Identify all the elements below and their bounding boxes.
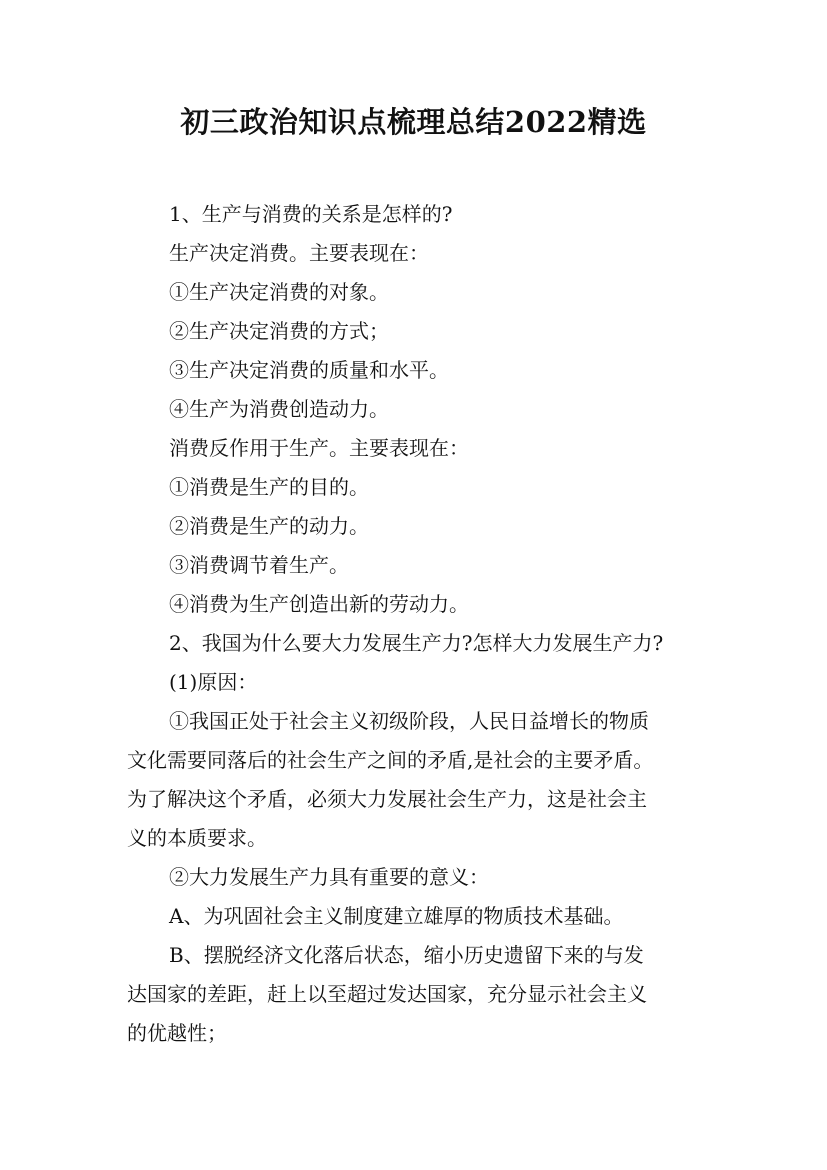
paragraph-line: ①生产决定消费的对象。	[169, 280, 389, 304]
paragraph-line: 的优越性；	[127, 1021, 227, 1045]
paragraph-line: 2、我国为什么要大力发展生产力?怎样大力发展生产力?	[169, 631, 664, 655]
paragraph-line: ③消费调节着生产。	[169, 553, 349, 577]
paragraph-line: ③生产决定消费的质量和水平。	[169, 358, 449, 382]
paragraph-line: 1、生产与消费的关系是怎样的?	[169, 202, 453, 226]
paragraph-line: 文化需要同落后的社会生产之间的矛盾,是社会的主要矛盾。	[127, 748, 654, 772]
document-title: 初三政治知识点梳理总结2022精选	[180, 105, 647, 139]
paragraph-line: ①我国正处于社会主义初级阶段，人民日益增长的物质	[169, 709, 649, 733]
paragraph-line: 消费反作用于生产。主要表现在：	[169, 436, 469, 460]
paragraph-line: ①消费是生产的目的。	[169, 475, 369, 499]
paragraph-line: ④消费为生产创造出新的劳动力。	[169, 592, 469, 616]
paragraph-line: 生产决定消费。主要表现在：	[169, 241, 429, 265]
paragraph-line: ②消费是生产的动力。	[169, 514, 369, 538]
paragraph-line: 义的本质要求。	[127, 826, 267, 850]
paragraph-line: 为了解决这个矛盾，必须大力发展社会生产力，这是社会主	[127, 787, 647, 811]
paragraph-line: ②大力发展生产力具有重要的意义：	[169, 865, 489, 889]
paragraph-line: 达国家的差距，赶上以至超过发达国家，充分显示社会主义	[127, 982, 647, 1006]
paragraph-line: ④生产为消费创造动力。	[169, 397, 389, 421]
document-body	[127, 195, 707, 1053]
paragraph-line: ②生产决定消费的方式；	[169, 319, 389, 343]
paragraph-line: (1)原因：	[169, 670, 258, 694]
paragraph-line: B、摆脱经济文化落后状态，缩小历史遗留下来的与发	[169, 943, 644, 967]
paragraph-line: A、为巩固社会主义制度建立雄厚的物质技术基础。	[169, 904, 624, 928]
